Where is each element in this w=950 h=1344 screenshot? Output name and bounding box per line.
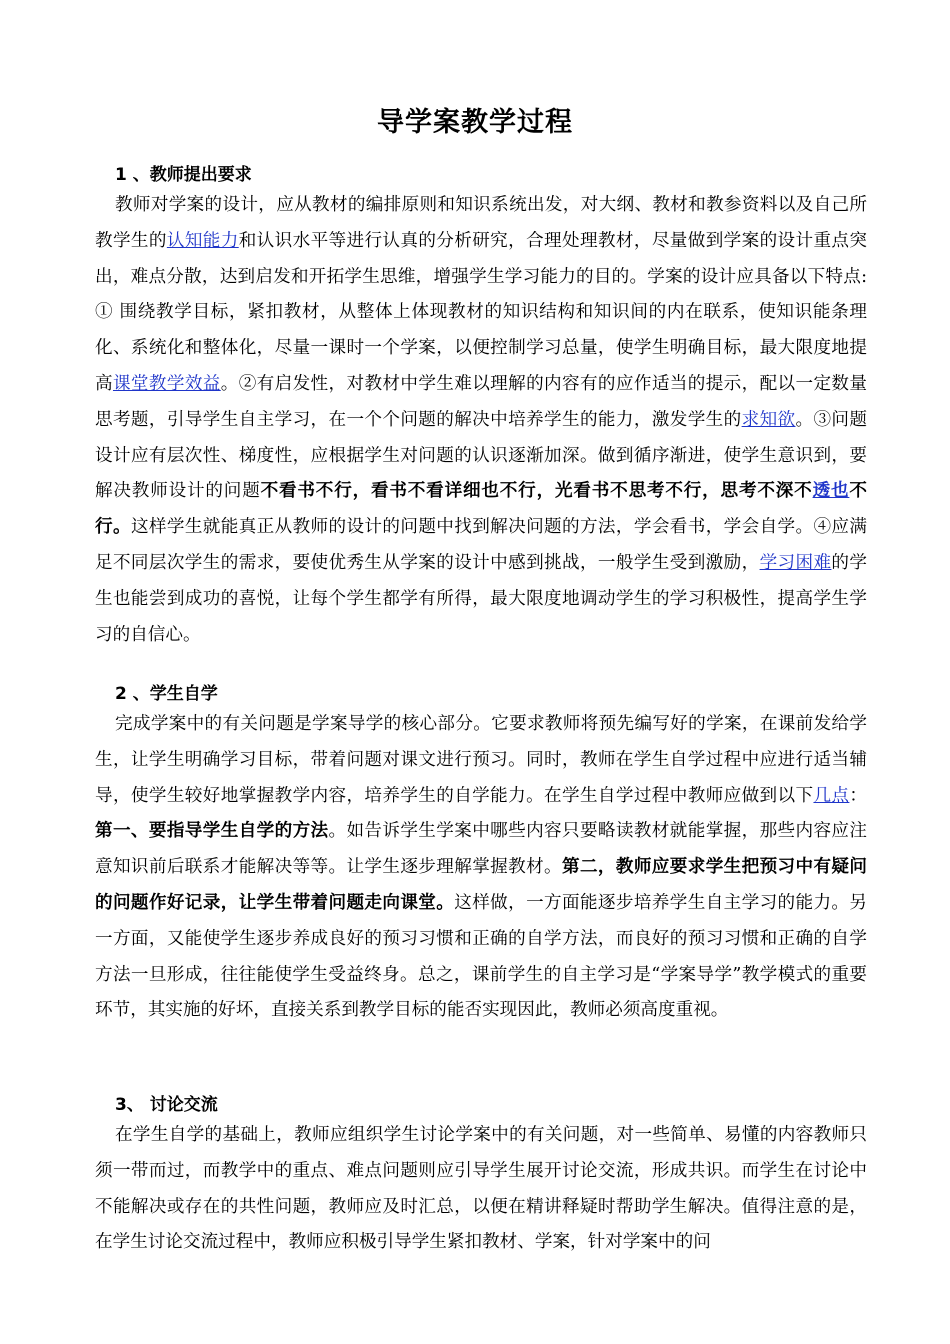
- text-run: 这样做，一方面能逐步培养学生自主学习的能力。另一方面，又能使学生逐步养成良好的预习习惯和正确的自学方法，而良好的预习习惯和正确的自学方法一旦形成，往往能使学生受益终身。总之，课前学生的自主学习是“学案导学”教学模式的重要环节，其实施的好坏，直接关系到教学目标的能否实现因此，教师必须高度重视。: [95, 892, 867, 1021]
- inline-link[interactable]: 学习困难: [759, 552, 832, 573]
- bold-run: [813, 481, 850, 501]
- section-2-heading: 2 、学生自学: [115, 684, 218, 704]
- bold-run: [261, 481, 813, 501]
- inline-link[interactable]: 透也: [812, 481, 850, 502]
- inline-link[interactable]: 求知欲: [741, 409, 796, 430]
- section-3-heading: 3、 讨论交流: [115, 1095, 218, 1115]
- page-title: 导学案教学过程: [377, 107, 573, 138]
- text-run: 这样学生就能真正从教师的设计的问题中找到解决问题的方法，学会看书，学会自学。④应满足不同层次学生的需求，要使优秀生从学案的设计中感到挑战，一般学生受到激励，: [95, 517, 867, 573]
- section-2-body: [95, 707, 867, 1029]
- inline-link[interactable]: 课堂教学效益: [112, 373, 221, 394]
- text-run: 教师对学案的设计，应从教材的编排原则和知识系统出发，对大纲、教材和教参资料以及自己所教学生的: [95, 195, 867, 251]
- text-run: 和认识水平等进行认真的分析研究，合理处理教材，尽量做到学案的设计重点突出，难点分散，达到启发和开拓学生思维，增强学生学习能力的目的。学案的设计应具备以下特点:① 围绕教学目标，紧扣教材，从整体上体现教材的知识结构和知识间的内在联系，使知识能条理化、系统化和整体化，尽量一课时一个学案，以便控制学习总量，使学生明确目标，最大限度地提高: [95, 230, 867, 394]
- text-run: 完成学案中的有关问题是学案导学的核心部分。它要求教师将预先编写好的学案，在课前发给学生，让学生明确学习目标，带着问题对课文进行预习。同时，教师在学生自学过程中应进行适当辅导，使学生较好地掌握教学内容，培养学生的自学能力。在学生自学过程中教师应做到以下: [95, 714, 867, 806]
- text-run: 在学生自学的基础上，教师应组织学生讨论学案中的有关问题，对一些简单、易懂的内容教师只须一带而过，而教学中的重点、难点问题则应引导学生展开讨论交流，形成共识。而学生在讨论中不能解决或存在的共性问题，教师应及时汇总，以便在精讲释疑时帮助学生解决。值得注意的是，在学生讨论交流过程中，教师应积极引导学生紧扣教材、学案，针对学案中的问: [95, 1125, 867, 1253]
- section-1-body: [95, 188, 867, 653]
- text-run: ：: [849, 785, 867, 806]
- section-3-body: [95, 1118, 867, 1261]
- text-run: 第二，教师应要求学生把预习中有疑问的问题作好记录，让学生带着问题走向课堂。: [95, 857, 867, 913]
- text-run: 不看书不行，看书不看详细也不行，光看书不思考不行，思考不深不: [260, 481, 813, 502]
- inline-link[interactable]: 认知能力: [166, 230, 239, 251]
- text-run: 。③问题设计应有层次性、梯度性，应根据学生对问题的认识逐渐加深。做到循序渐进，使学生意识到，要解决教师设计的问题: [95, 409, 867, 502]
- text-run: 第一、要指导学生自学的方法: [95, 821, 329, 842]
- text-run: 不行。: [95, 481, 867, 538]
- text-run: 。如告诉学生学案中哪些内容只要略读教材就能掌握，那些内容应注意知识前后联系才能解决等等。让学生逐步理解掌握教材。: [95, 821, 867, 878]
- text-run: 的学生也能尝到成功的喜悦，让每个学生都学有所得，最大限度地调动学生的学习积极性，提高学生学习的自信心。: [95, 552, 867, 645]
- bold-run: [95, 821, 329, 841]
- text-run: 。②有启发性，对教材中学生难以理解的内容有的应作适当的提示，配以一定数量思考题，引导学生自主学习，在一个个问题的解决中培养学生的能力，激发学生的: [95, 373, 867, 430]
- inline-link[interactable]: 几点: [813, 785, 850, 806]
- section-1-heading: 1 、教师提出要求: [115, 165, 252, 185]
